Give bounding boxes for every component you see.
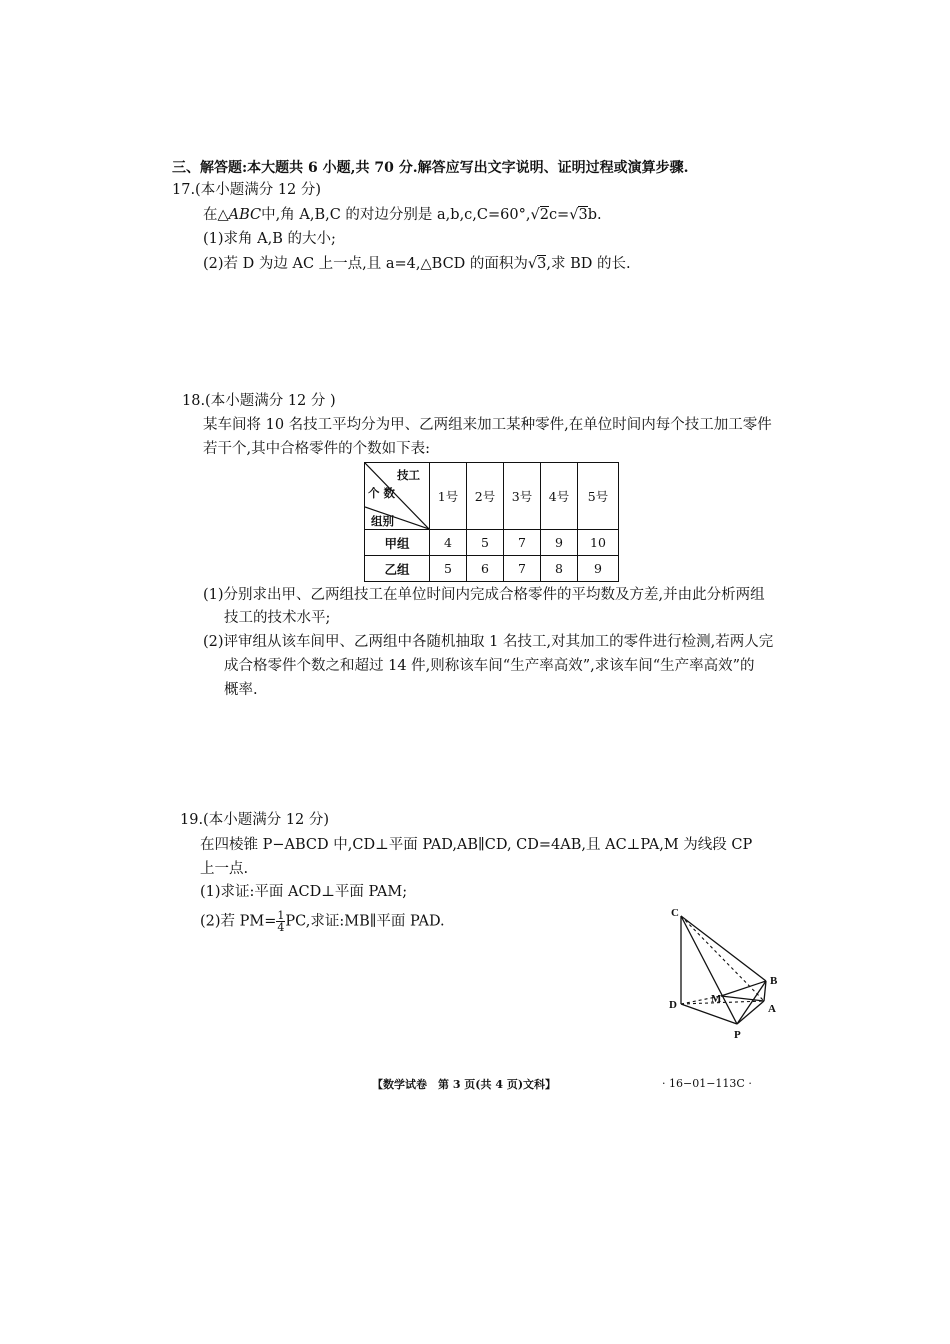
table-header-cell: 4号	[541, 463, 578, 530]
q18-stem-line1: 某车间将 10 名技工平均分为甲、乙两组来加工某种零件,在单位时间内每个技工加工零件	[203, 417, 772, 433]
table-header-cell: 5号	[578, 463, 619, 530]
table-cell: 5	[430, 556, 467, 582]
table-cell: 9	[578, 556, 619, 582]
q18-part2-line3: 概率.	[224, 682, 258, 698]
figure-label-a: A	[768, 1003, 776, 1015]
table-cell: 4	[430, 530, 467, 556]
table-row-label: 乙组	[365, 556, 430, 582]
q18-part2-line2: 成合格零件个数之和超过 14 件,则称该车间“生产率高效”,求该车间“生产率高效”的	[224, 658, 755, 674]
q17-stem: 在△ABC中,角 A,B,C 的对边分别是 a,b,c,C=60°,√2c=√3b.	[203, 207, 602, 223]
figure-label-m: M	[711, 993, 722, 1005]
table-header-row	[365, 463, 619, 530]
q19-part1: (1)求证:平面 ACD⊥平面 PAM;	[200, 884, 408, 900]
table-header-cell: 2号	[467, 463, 504, 530]
table-corner-cell	[365, 463, 430, 530]
q19-title: 19.(本小题满分 12 分)	[180, 812, 330, 828]
q17-title: 17.(本小题满分 12 分)	[172, 182, 322, 198]
footer-page-info: 【数学试卷 第 3 页(共 4 页)文科】	[372, 1078, 557, 1091]
corner-label-bottom: 组别	[371, 514, 394, 528]
table-cell: 5	[467, 530, 504, 556]
q18-title: 18.(本小题满分 12 分 )	[182, 393, 336, 409]
q18-stem-line2: 若干个,其中合格零件的个数如下表:	[203, 441, 430, 457]
table-row-yi	[365, 556, 619, 582]
table-cell: 8	[541, 556, 578, 582]
corner-label-top: 技工	[397, 468, 420, 482]
table-cell: 7	[504, 530, 541, 556]
table-row-jia	[365, 530, 619, 556]
section-header: 三、解答题:本大题共 6 小题,共 70 分.解答应写出文字说明、证明过程或演算步骤.	[172, 160, 689, 176]
pyramid-figure	[664, 904, 788, 1044]
table-header-cell: 1号	[430, 463, 467, 530]
table-cell: 7	[504, 556, 541, 582]
figure-label-d: D	[669, 999, 677, 1011]
q18-part1-line1: (1)分别求出甲、乙两组技工在单位时间内完成合格零件的平均数及方差,并由此分析两组	[203, 587, 765, 603]
q19-stem-line1: 在四棱锥 P−ABCD 中,CD⊥平面 PAD,AB∥CD, CD=4AB,且 AC⊥PA,M 为线段 CP	[200, 837, 753, 853]
fraction-one-quarter: $\frac{1}{4}$	[277, 909, 285, 934]
q18-part1-line2: 技工的技术水平;	[224, 610, 331, 626]
corner-label-mid: 个 数	[368, 486, 396, 500]
figure-label-p: P	[734, 1029, 741, 1041]
table-cell: 6	[467, 556, 504, 582]
q18-part2-line1: (2)评审组从该车间甲、乙两组中各随机抽取 1 名技工,对其加工的零件进行检测,若两人完	[203, 634, 774, 650]
q17-part1: (1)求角 A,B 的大小;	[203, 231, 336, 247]
table-header-cell: 3号	[504, 463, 541, 530]
table-cell: 9	[541, 530, 578, 556]
q19-stem-line2: 上一点.	[200, 861, 249, 877]
table-cell: 10	[578, 530, 619, 556]
table-row-label: 甲组	[365, 530, 430, 556]
q19-part2: (2)若 PM= $\frac{1}{4}$ PC,求证:MB∥平面 PAD.	[200, 909, 445, 934]
q17-part2: (2)若 D 为边 AC 上一点,且 a=4,△BCD 的面积为√3,求 BD 的长.	[203, 256, 631, 272]
figure-label-b: B	[770, 975, 778, 987]
footer-code: · 16−01−113C ·	[662, 1077, 752, 1090]
figure-label-c: C	[671, 907, 679, 919]
q18-data-table	[364, 462, 619, 582]
